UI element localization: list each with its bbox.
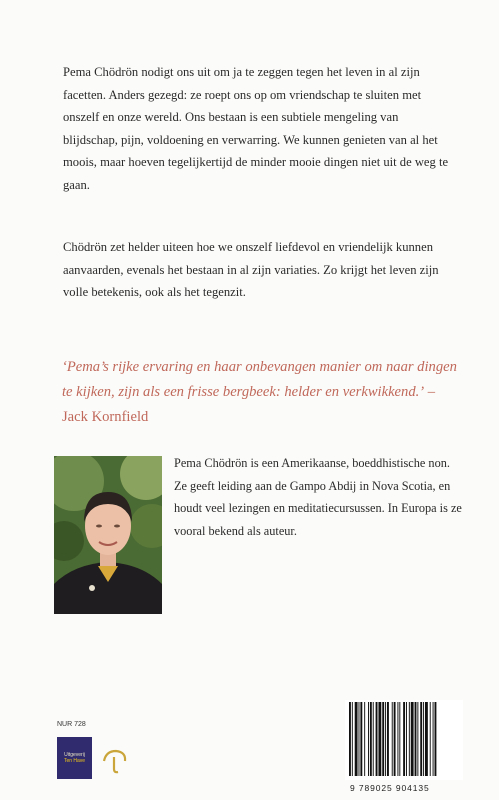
barcode-bar [397, 702, 398, 776]
barcode-bar [435, 702, 437, 776]
publisher-name-line1: Uitgeverij [64, 752, 85, 758]
author-bio: Pema Chödrön is een Amerikaanse, boeddhistische non. Ze geeft leiding aan de Gampo Abdij in Nova Scotia, en houdt veel lezingen en meditatiecursussen. In Europa is ze vooral bekend als auteur. [174, 456, 462, 538]
barcode-bar [399, 702, 400, 776]
barcode-bar [406, 702, 407, 776]
barcode-bar [378, 702, 381, 776]
barcode-bar [415, 702, 417, 776]
publisher-logo [57, 737, 92, 779]
barcode-bar [417, 702, 418, 776]
publisher-mark-icon [100, 747, 130, 775]
barcode-bar [425, 702, 428, 776]
barcode-bar [409, 702, 410, 776]
barcode-bar [392, 702, 393, 776]
quote-author: – Jack Kornfield [62, 384, 436, 425]
barcode [345, 700, 463, 780]
description-paragraph-2: Chödrön zet helder uiteen hoe we onszelf liefdevol en vriendelijk kunnen aanvaarden, evenals het bestaan in al zijn variaties. Zo krijgt het leven zijn volle betekenis, ook als het tegenzit. [63, 240, 439, 300]
isbn-number: 9 789025 904135 [350, 783, 430, 793]
barcode-bar [349, 702, 351, 776]
barcode-bar [352, 702, 353, 776]
barcode-bar [382, 702, 384, 776]
author-photo [54, 456, 162, 614]
quote-text: ‘Pema’s rijke ervaring en haar onbevangen manier om naar dingen te kijken, zijn als een frisse bergbeek: helder en verkwikkend.’ [62, 359, 457, 400]
review-quote [62, 355, 462, 430]
barcode-bar [370, 702, 372, 776]
barcode-bar [423, 702, 424, 776]
barcode-bar [411, 702, 414, 776]
barcode-bar [420, 702, 422, 776]
barcode-bar [385, 702, 386, 776]
barcode-bar [364, 702, 365, 776]
barcode-bar [387, 702, 389, 776]
barcode-bar [355, 702, 358, 776]
barcode-bar [368, 702, 369, 776]
barcode-bar [433, 702, 434, 776]
publisher-name-line2: Ten Have [63, 758, 86, 764]
barcode-bar [394, 702, 396, 776]
barcode-bar [403, 702, 405, 776]
nur-code: NUR 728 [57, 721, 86, 728]
description-paragraph-1: Pema Chödrön nodigt ons uit om ja te zeggen tegen het leven in al zijn facetten. Anders gezegd: ze roept ons op om vriendschap te sluiten met onszelf en onze wereld. Ons bestaan is een subtiele mengeling van blijdschap, pijn, voldoening en verwarring. We kunnen genieten van al het moois, maar hoeven tegelijkertijd de minder mooie dingen niet uit de weg te gaan. [63, 65, 449, 192]
barcode-bar [359, 702, 360, 776]
barcode-bar [376, 702, 378, 776]
barcode-bar [373, 702, 374, 776]
barcode-bar [360, 702, 362, 776]
barcode-bar [430, 702, 431, 776]
